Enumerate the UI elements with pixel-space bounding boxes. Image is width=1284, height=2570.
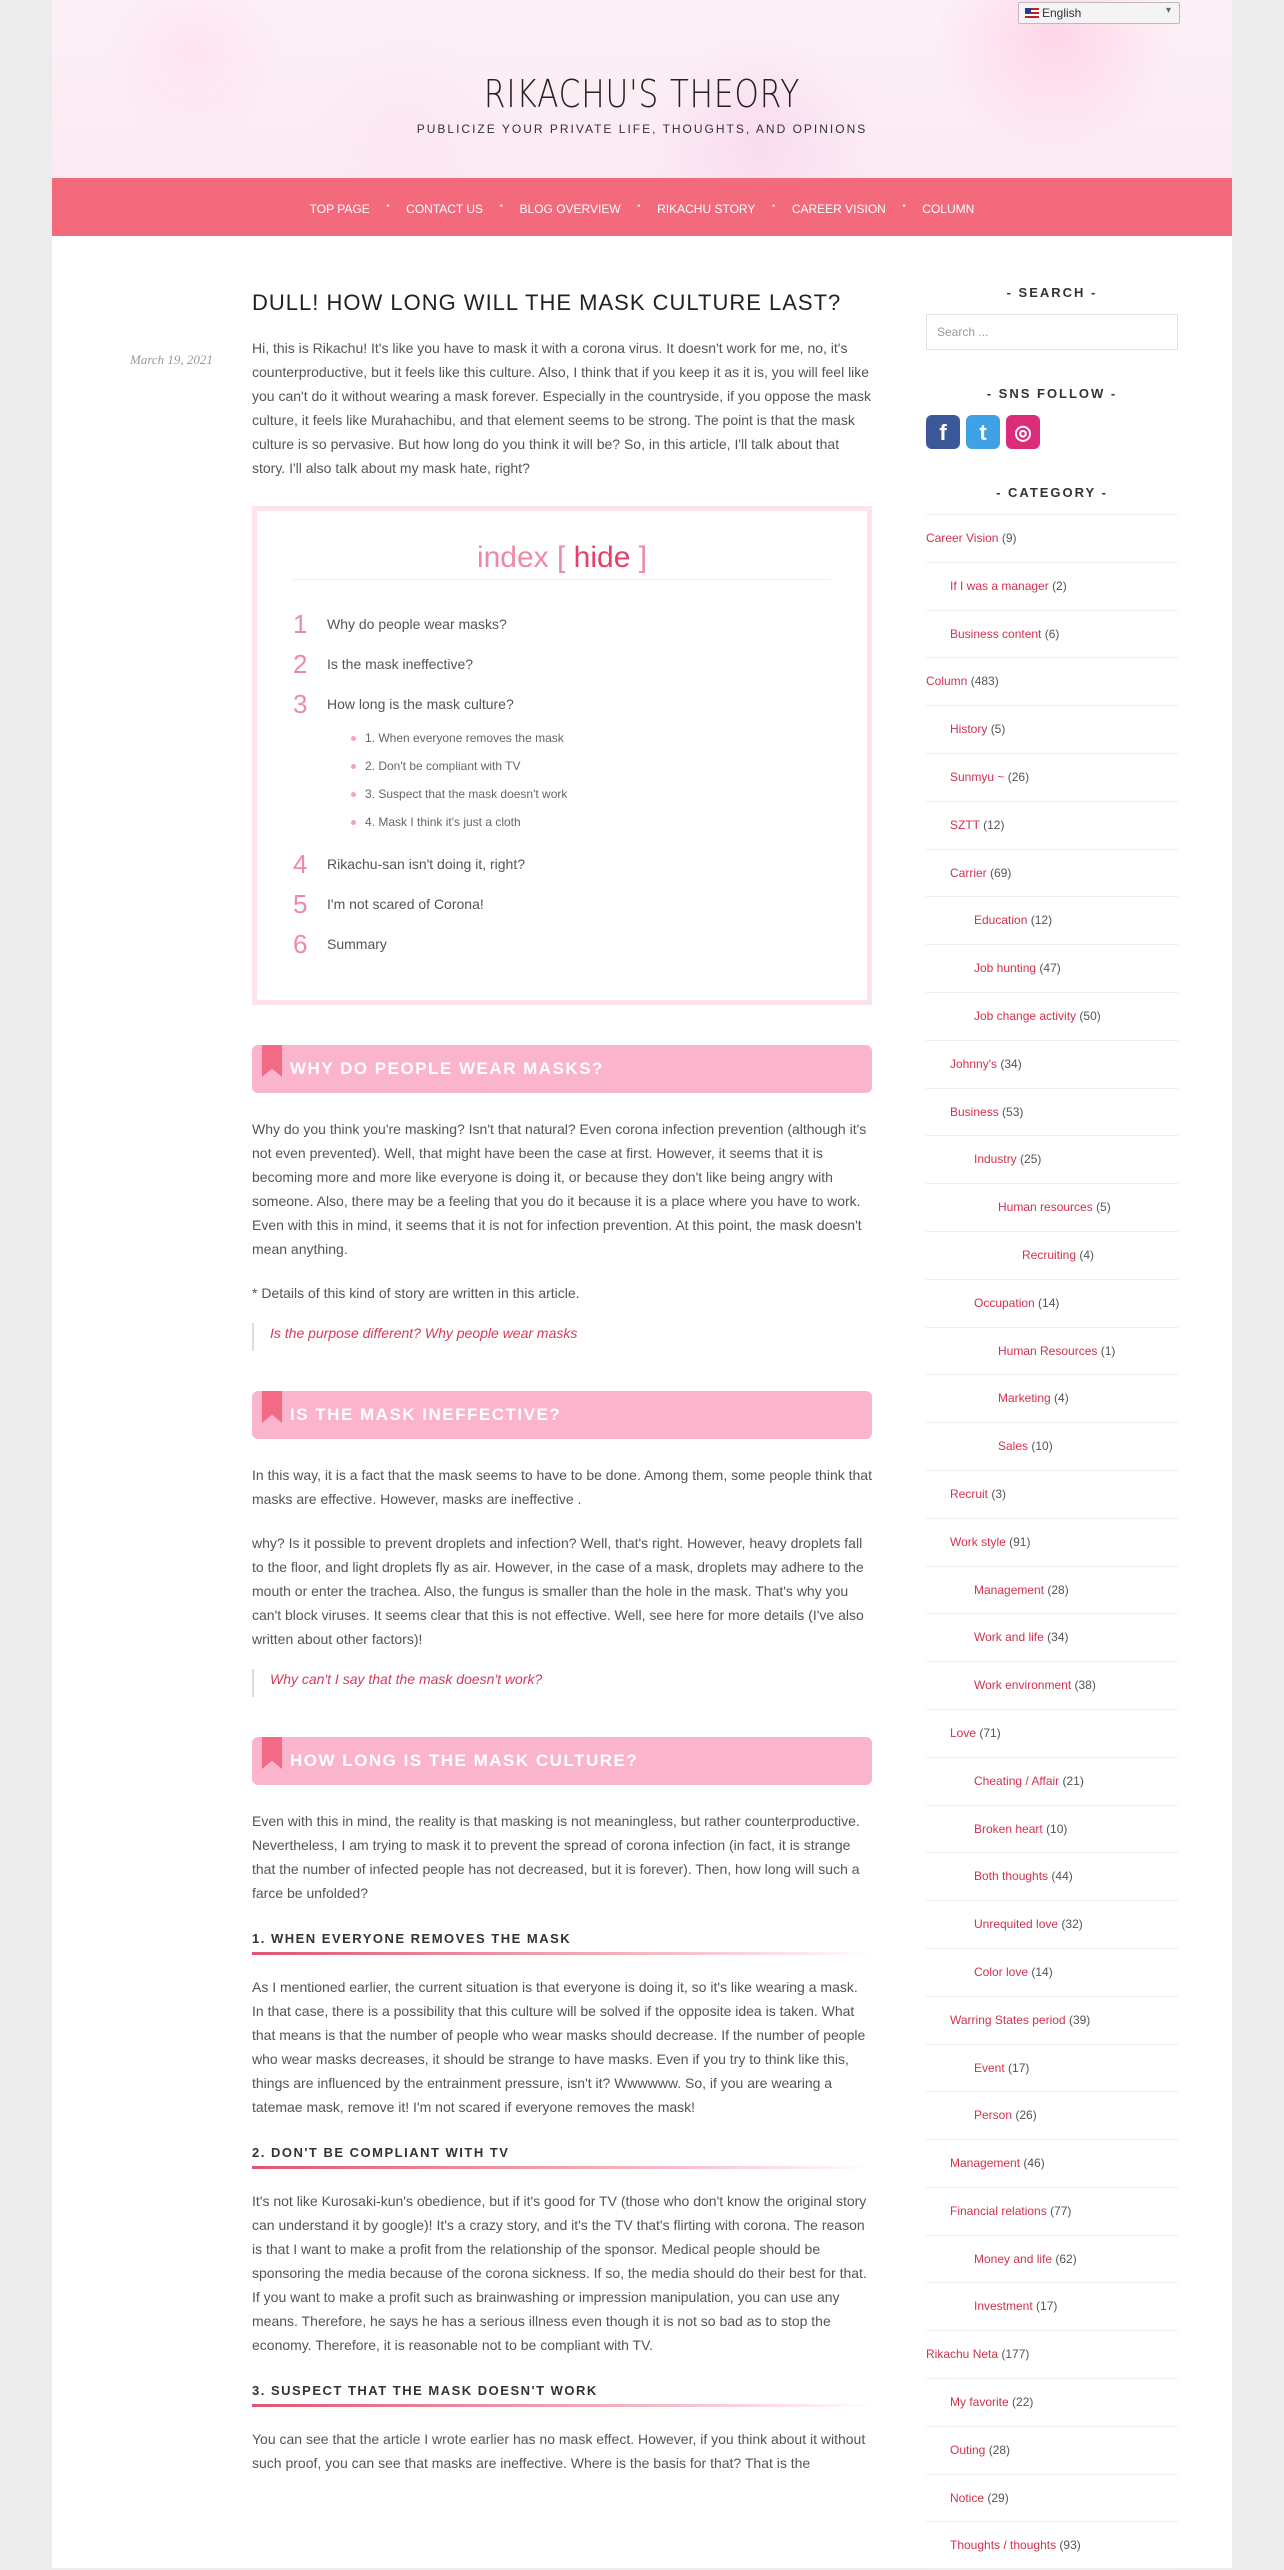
category-link[interactable]: Marketing (998, 1391, 1051, 1406)
nav-item-column[interactable]: COLUMN (922, 202, 975, 216)
category-item (926, 1089, 1178, 1137)
twitter-icon[interactable]: t (966, 415, 1000, 449)
category-item (926, 897, 1178, 945)
category-item (926, 1662, 1178, 1710)
category-link[interactable]: Human resources (998, 1200, 1093, 1215)
sns-widget-title: - SNS FOLLOW - (986, 386, 1118, 401)
toc-sublist (293, 724, 831, 836)
category-link[interactable]: Management (974, 1582, 1045, 1597)
post-content (252, 290, 872, 2475)
category-item (926, 1949, 1178, 1997)
category-count: (10) (1046, 1821, 1068, 1836)
section-paragraph: Even with this in mind, the reality is that masking is not meaningless, but rather counterproductive. Nevertheless, I am trying to mask it to prevent the spread of corona infection (in fact, it is strange that the number of infected people has not decreased, but it is forever). Then, how long will such a farce be unfolded? (252, 1813, 860, 1901)
bookmark-icon (262, 1391, 282, 1423)
section-heading-mask-ineffective (252, 1391, 872, 1439)
toc-hide-toggle[interactable]: hide (573, 541, 631, 574)
section-heading-mask-culture (252, 1737, 872, 1785)
language-selector[interactable] (1018, 2, 1180, 24)
category-link[interactable]: History (950, 722, 988, 737)
category-count: (69) (990, 865, 1012, 880)
category-count: (483) (970, 674, 999, 689)
category-count: (4) (1054, 1391, 1069, 1406)
category-item (926, 2092, 1178, 2140)
post-intro: Hi, this is Rikachu! It's like you have to mask it with a corona virus. It doesn't work for me, no, it's counterproductive, but it feels like this culture. Also, I think that if you keep it as it is, you will feel like you can't do it without wearing a mask forever. Especially in the countryside, if you oppose the mask culture, it feels like Murahachibu, and that element seems to be strong. The point is that the mask culture is so pervasive. But how long do you think it will be? So, in this article, I'll talk about that story. I'll also talk about my mask hate, right? (252, 340, 871, 476)
post-date: March 19, 2021 (130, 352, 213, 367)
category-link[interactable]: Sales (998, 1439, 1029, 1454)
category-item (926, 850, 1178, 898)
flag-icon (1025, 8, 1039, 18)
category-item (926, 2427, 1178, 2475)
section-heading-why-masks (252, 1045, 872, 1093)
category-count: (22) (1012, 2395, 1034, 2410)
toc-subitem[interactable]: 3. Suspect that the mask doesn't work (365, 780, 831, 808)
toc-item[interactable] (293, 844, 831, 884)
toc-label[interactable]: How long is the mask culture? (327, 696, 514, 712)
category-link[interactable]: Warring States period (950, 2012, 1066, 2027)
table-of-contents (252, 506, 872, 1005)
category-count: (2) (1052, 578, 1067, 593)
category-item (926, 1136, 1178, 1184)
toc-item[interactable] (293, 684, 831, 724)
category-link[interactable]: Person (974, 2108, 1013, 2123)
category-item (926, 1423, 1178, 1471)
site-title[interactable]: RIKACHU'S THEORY (483, 72, 801, 116)
category-widget-title: - CATEGORY - (996, 485, 1108, 500)
category-item (926, 993, 1178, 1041)
facebook-icon[interactable]: f (926, 415, 960, 449)
category-link[interactable]: Career Vision (926, 531, 999, 545)
category-count: (6) (1044, 626, 1060, 641)
subheading: 3. SUSPECT THAT THE MASK DOESN'T WORK (252, 2383, 598, 2398)
instagram-icon[interactable]: ◎ (1006, 415, 1040, 449)
category-link[interactable]: Recruiting (1022, 1247, 1077, 1262)
toc-label[interactable]: Summary (327, 936, 387, 952)
category-link[interactable]: Financial relations (950, 2203, 1047, 2218)
toc-label[interactable]: Rikachu-san isn't doing it, right? (327, 856, 525, 872)
category-count: (5) (1096, 1200, 1111, 1215)
category-item (926, 1184, 1178, 1232)
category-item (926, 1375, 1178, 1423)
category-link[interactable]: Love (950, 1725, 977, 1740)
category-item (926, 1280, 1178, 1328)
nav-item-blog-overview[interactable]: BLOG OVERVIEW • (504, 202, 637, 216)
category-link[interactable]: Rikachu Neta (926, 2347, 999, 2362)
category-link[interactable]: Cheating / Affair (974, 1773, 1060, 1788)
category-link[interactable]: Outing (950, 2442, 986, 2457)
sns-links (926, 415, 1178, 449)
section-heading-text: HOW LONG IS THE MASK CULTURE? (290, 1751, 639, 1770)
toc-item[interactable] (293, 604, 831, 644)
category-count: (4) (1079, 1247, 1095, 1262)
nav-item-top-page[interactable]: TOP PAGE • (294, 202, 386, 216)
category-item (926, 2522, 1178, 2570)
category-count: (91) (1009, 1534, 1031, 1549)
category-item (926, 2331, 1178, 2379)
site-header (52, 0, 1232, 180)
site-description: PUBLICIZE YOUR PRIVATE LIFE, THOUGHTS, AND OPINIONS (416, 122, 868, 136)
category-item (926, 2283, 1178, 2331)
toc-subitem[interactable]: 1. When everyone removes the mask (365, 724, 831, 752)
category-link[interactable]: Johnny's (950, 1056, 997, 1071)
category-link[interactable]: Occupation (974, 1295, 1035, 1310)
category-item (926, 802, 1178, 850)
category-link[interactable]: Education (974, 913, 1028, 928)
category-item (926, 2379, 1178, 2427)
category-count: (26) (1015, 2108, 1037, 2123)
category-link[interactable]: Human Resources (998, 1343, 1098, 1358)
category-item (926, 706, 1178, 754)
category-link[interactable]: Column (926, 674, 968, 689)
category-link[interactable]: Color love (974, 1964, 1029, 1979)
toc-label[interactable]: Is the mask ineffective? (327, 656, 474, 672)
category-item (926, 2475, 1178, 2523)
category-count: (47) (1039, 961, 1061, 976)
category-item (926, 515, 1178, 563)
category-count: (10) (1031, 1439, 1053, 1454)
category-count: (28) (988, 2442, 1011, 2457)
search-widget-title: - SEARCH - (1006, 285, 1098, 300)
category-item (926, 1041, 1178, 1089)
category-count: (12) (1030, 913, 1053, 928)
chevron-down-icon: ▾ (1165, 5, 1171, 16)
category-item (926, 2236, 1178, 2284)
sidebar (926, 285, 1178, 2570)
category-count: (71) (979, 1725, 1001, 1740)
section-paragraph: You can see that the article I wrote earlier has no mask effect. However, if you think about it without such proof, you can see that masks are ineffective. Where is the basis for that? That is the (252, 2431, 866, 2471)
language-label: English (1042, 6, 1082, 20)
category-item (926, 1806, 1178, 1854)
category-count: (62) (1055, 2251, 1077, 2266)
category-link[interactable]: Industry (974, 1152, 1017, 1167)
category-item (926, 1901, 1178, 1949)
toc-item[interactable] (293, 924, 831, 964)
category-link[interactable]: Carrier (950, 865, 987, 880)
category-link[interactable]: Broken heart (974, 1821, 1043, 1836)
search-input[interactable]: Search ... (926, 314, 1178, 350)
category-item (926, 1614, 1178, 1662)
category-link[interactable]: Work style (950, 1534, 1006, 1549)
category-link[interactable]: Event (974, 2060, 1005, 2075)
category-count: (21) (1062, 1773, 1084, 1788)
toc-number: 1 (293, 608, 308, 639)
category-count: (32) (1061, 1917, 1083, 1932)
toc-number: 2 (293, 648, 308, 679)
category-count: (12) (983, 817, 1005, 832)
nav-item-career-vision[interactable]: CAREER VISION • (776, 202, 902, 216)
category-link[interactable]: Recruit (950, 1486, 989, 1501)
category-count: (34) (1047, 1630, 1069, 1645)
category-link[interactable]: Investment (974, 2299, 1033, 2314)
section-paragraph: Why do you think you're masking? Isn't that natural? Even corona infection prevention (although it's not even prevented). Well, that might have been the case at first. However, it seems that it is becoming more and more like everyone is doing it, or because they don't like being angry with someone. Also, there may be a feeling that you do it because it is a place where you have to work. Even with this in mind, it seems that it is not for infection prevention. At this point, the mask doesn't mean anything. (252, 1121, 867, 1257)
category-item (926, 1471, 1178, 1519)
category-item (926, 658, 1178, 706)
category-link[interactable]: My favorite (950, 2395, 1009, 2410)
toc-number: 6 (293, 928, 308, 959)
toc-number: 4 (293, 848, 308, 879)
bookmark-icon (262, 1737, 282, 1769)
category-link[interactable]: Management (950, 2156, 1021, 2171)
section-paragraph: As I mentioned earlier, the current situation is that everyone is doing it, so it's like wearing a mask. In that case, there is a possibility that this culture will be solved if the opposite idea is taken. What that means is that the number of people who wear masks should decrease. If the number of people who wear masks decreases, it should be strange to have masks. Even if you try to think like this, things are influenced by the entrainment pressure, isn't it? Wwwwww. So, if you are wearing a tatemae mask, remove it! I'm not scared if everyone removes the mask! (252, 1979, 866, 2115)
category-link[interactable]: Notice (950, 2490, 985, 2505)
category-count: (28) (1047, 1582, 1069, 1597)
toc-subitem[interactable]: 2. Don't be compliant with TV (365, 752, 831, 780)
category-item (926, 611, 1178, 659)
category-item (926, 2188, 1178, 2236)
category-count: (25) (1020, 1152, 1042, 1167)
category-count: (93) (1059, 2538, 1081, 2553)
category-count: (39) (1068, 2012, 1091, 2027)
related-article-link[interactable]: Why can't I say that the mask doesn't work? (252, 1669, 872, 1697)
category-link[interactable]: Job hunting (974, 961, 1037, 976)
subheading: 1. WHEN EVERYONE REMOVES THE MASK (252, 1931, 572, 1946)
category-count: (177) (1001, 2347, 1030, 2362)
category-item (926, 1758, 1178, 1806)
category-link[interactable]: Business (950, 1104, 999, 1119)
section-paragraph: * Details of this kind of story are written in this article. (252, 1285, 580, 1301)
category-item (926, 1997, 1178, 2045)
main-nav (52, 178, 1232, 236)
nav-item-rikachu-story[interactable]: RIKACHU STORY • (641, 202, 771, 216)
toc-title: index (476, 541, 549, 574)
toc-header: index [ hide ] (293, 541, 831, 580)
category-count: (14) (1031, 1964, 1053, 1979)
category-link[interactable]: Job change activity (974, 1008, 1077, 1023)
category-count: (1) (1100, 1343, 1116, 1358)
category-count: (50) (1079, 1008, 1101, 1023)
nav-item-contact-us[interactable]: CONTACT US • (390, 202, 499, 216)
section-paragraph: It's not like Kurosaki-kun's obedience, but if it's good for TV (those who don't know the original story can understand it by google)! It's a crazy story, and it's the TV that's flirting with corona. The reason is that I want to make a profit from the relationship of the sponsor. Medical people should be sponsoring the media because of the corona sickness. If so, the media should do their best for that. If you want to make a profit such as brainwashing or impression manipulation, you can use any means. Therefore, he says he has a serious illness even though it is not so bad as to stop the economy. Therefore, it is reasonable not to be compliant with TV. (252, 2193, 867, 2353)
category-count: (17) (1008, 2060, 1030, 2075)
category-link[interactable]: Thoughts / thoughts (950, 2538, 1057, 2553)
category-item (926, 1232, 1178, 1280)
category-item (926, 1519, 1178, 1567)
category-count: (34) (1000, 1056, 1022, 1071)
category-list (926, 514, 1178, 2570)
subheading: 2. DON'T BE COMPLIANT WITH TV (252, 2145, 510, 2160)
related-article-link[interactable]: Is the purpose different? Why people wear masks (252, 1323, 872, 1351)
bookmark-icon (262, 1045, 282, 1077)
category-count: (26) (1007, 769, 1030, 784)
category-link[interactable]: SZTT (950, 817, 980, 832)
section-paragraph: why? Is it possible to prevent droplets and infection? Well, that's right. However, heavy droplets fall to the floor, and light droplets fly as air. However, in the case of a mask, droplets may adhere to the mouth or enter the trachea. Also, the fungus is smaller than the hole in the mask. That's why you can't block viruses. It seems clear that this is not effective. Well, see here for more details (I've also written about other factors)! (252, 1535, 864, 1647)
category-item (926, 563, 1178, 611)
category-link[interactable]: Both thoughts (974, 1869, 1049, 1884)
category-link[interactable]: Unrequited love (974, 1917, 1059, 1932)
category-link[interactable]: Sunmyu ~ (950, 769, 1005, 784)
toc-label[interactable]: Why do people wear masks? (327, 616, 507, 632)
category-item (926, 1567, 1178, 1615)
section-heading-text: IS THE MASK INEFFECTIVE? (290, 1405, 562, 1424)
category-count: (53) (1002, 1104, 1024, 1119)
toc-number: 5 (293, 888, 308, 919)
page (52, 0, 1232, 2568)
category-link[interactable]: Business content (950, 626, 1042, 641)
category-item (926, 1710, 1178, 1758)
category-count: (38) (1074, 1678, 1096, 1693)
category-link[interactable]: Work environment (974, 1678, 1072, 1693)
category-item (926, 2140, 1178, 2188)
category-item (926, 945, 1178, 993)
category-item (926, 754, 1178, 802)
category-count: (77) (1050, 2203, 1072, 2218)
category-item (926, 2045, 1178, 2093)
category-item (926, 1853, 1178, 1901)
section-heading-text: WHY DO PEOPLE WEAR MASKS? (290, 1059, 604, 1078)
category-link[interactable]: Work and life (974, 1630, 1044, 1645)
toc-item[interactable] (293, 884, 831, 924)
category-count: (29) (987, 2490, 1009, 2505)
category-count: (9) (1001, 531, 1017, 545)
post-title: DULL! HOW LONG WILL THE MASK CULTURE LAST? (252, 290, 842, 315)
section-paragraph: In this way, it is a fact that the mask seems to have to be done. Among them, some people think that masks are effective. However, masks are ineffective . (252, 1467, 872, 1507)
toc-label[interactable]: I'm not scared of Corona! (327, 896, 484, 912)
category-count: (17) (1036, 2299, 1058, 2314)
category-count: (3) (991, 1486, 1007, 1501)
toc-number: 3 (293, 688, 308, 719)
category-count: (44) (1051, 1869, 1073, 1884)
category-link[interactable]: If I was a manager (950, 578, 1049, 593)
category-item (926, 1328, 1178, 1376)
toc-item[interactable] (293, 644, 831, 684)
category-link[interactable]: Money and life (974, 2251, 1053, 2266)
category-count: (46) (1023, 2156, 1045, 2171)
category-count: (14) (1038, 1295, 1060, 1310)
toc-subitem[interactable]: 4. Mask I think it's just a cloth (365, 808, 831, 836)
category-count: (5) (990, 722, 1006, 737)
